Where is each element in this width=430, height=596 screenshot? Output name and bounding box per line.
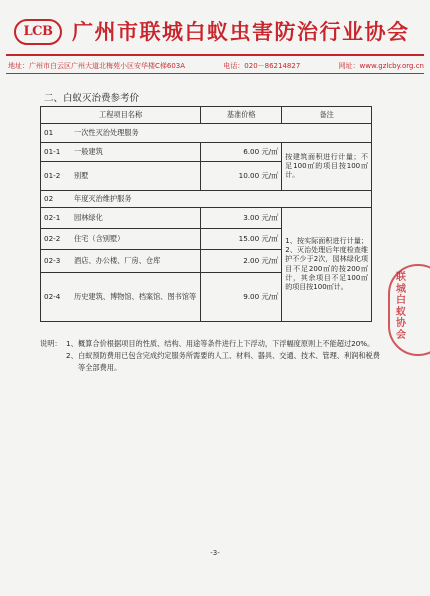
remark-cell: 1、按实际面积进行计量；2、灭治处理后年度检查维护不少于2次，园林绿化项目不足200㎡的按200㎡计，其余项目不足100㎡的项目按100㎡计。 xyxy=(282,208,372,322)
header-rule-top xyxy=(6,54,424,56)
item-price: 3.00 元/㎡ xyxy=(201,208,282,229)
website-link[interactable]: 网址：www.gzlcby.org.cn xyxy=(338,62,424,70)
item-name: 园林绿化 xyxy=(74,213,103,223)
group-code: 02 xyxy=(44,194,54,204)
phone-text: 电话：020－86214827 xyxy=(223,62,301,70)
item-cell xyxy=(41,143,201,162)
remark-cell: 按建筑面积进行计量；不足100㎡的项目按100㎡计。 xyxy=(282,143,372,191)
item-name: 酒店、办公楼、厂房、仓库 xyxy=(74,256,161,266)
note-number: 1、 xyxy=(66,339,78,348)
notes-block xyxy=(40,338,380,375)
contact-line xyxy=(8,61,424,71)
header-project-name: 工程项目名称 xyxy=(41,107,201,124)
note-item xyxy=(40,338,380,350)
item-cell xyxy=(41,162,201,191)
table-header-row xyxy=(41,107,372,124)
group-code: 01 xyxy=(44,128,54,138)
item-code: 01-2 xyxy=(44,171,61,181)
fee-table xyxy=(40,106,372,322)
item-code: 02-3 xyxy=(44,256,61,266)
item-cell xyxy=(41,273,201,322)
seal-lettering: 联城白蚁协会 xyxy=(396,272,406,341)
table-row xyxy=(41,143,372,162)
group-name: 一次性灭治处理服务 xyxy=(74,128,139,138)
page-number: -3- xyxy=(210,549,220,557)
item-cell xyxy=(41,229,201,250)
item-cell xyxy=(41,250,201,273)
item-code: 02-4 xyxy=(44,292,61,302)
item-name: 别墅 xyxy=(74,171,89,181)
item-code: 02-2 xyxy=(44,234,61,244)
item-price: 10.00 元/㎡ xyxy=(201,162,282,191)
address-text: 地址：广州市白云区广州大道北梅苑小区安华楼C梯603A xyxy=(8,62,186,70)
item-price: 9.00 元/㎡ xyxy=(201,273,282,322)
header-remarks: 备注 xyxy=(282,107,372,124)
item-name: 住宅（含别墅） xyxy=(74,234,125,244)
note-item xyxy=(40,350,380,374)
header-rule-bottom xyxy=(6,73,424,74)
item-price: 15.00 元/㎡ xyxy=(201,229,282,250)
item-cell xyxy=(41,208,201,229)
item-price: 2.00 元/㎡ xyxy=(201,250,282,273)
item-price: 6.00 元/㎡ xyxy=(201,143,282,162)
item-code: 01-1 xyxy=(44,147,61,157)
organization-name: 广州市联城白蚁虫害防治行业协会 xyxy=(72,19,410,44)
header-base-price: 基准价格 xyxy=(201,107,282,124)
note-number: 2、 xyxy=(66,351,78,361)
item-name: 一般建筑 xyxy=(74,147,103,157)
association-logo: LCB xyxy=(14,19,62,45)
item-name: 历史建筑、博物馆、档案馆、图书馆等 xyxy=(74,292,197,302)
group-name: 年度灭治维护服务 xyxy=(74,194,132,204)
note-text: 白蚁预防费用已包含完成约定服务所需要的人工、材料、器具、交通、技术、管理、利润和税费等全部费用。 xyxy=(78,351,380,373)
group-cell xyxy=(41,124,372,143)
group-cell xyxy=(41,191,372,208)
note-text: 概算合价根据项目的性质、结构、用途等条件进行上下浮动，下浮幅度原则上不能超过20%。 xyxy=(78,339,375,348)
notes-label: 说明： xyxy=(40,339,62,348)
item-code: 02-1 xyxy=(44,213,61,223)
table-group-row xyxy=(41,191,372,208)
section-title: 二、白蚁灭治费参考价 xyxy=(44,93,140,104)
table-group-row xyxy=(41,124,372,143)
table-row xyxy=(41,208,372,229)
